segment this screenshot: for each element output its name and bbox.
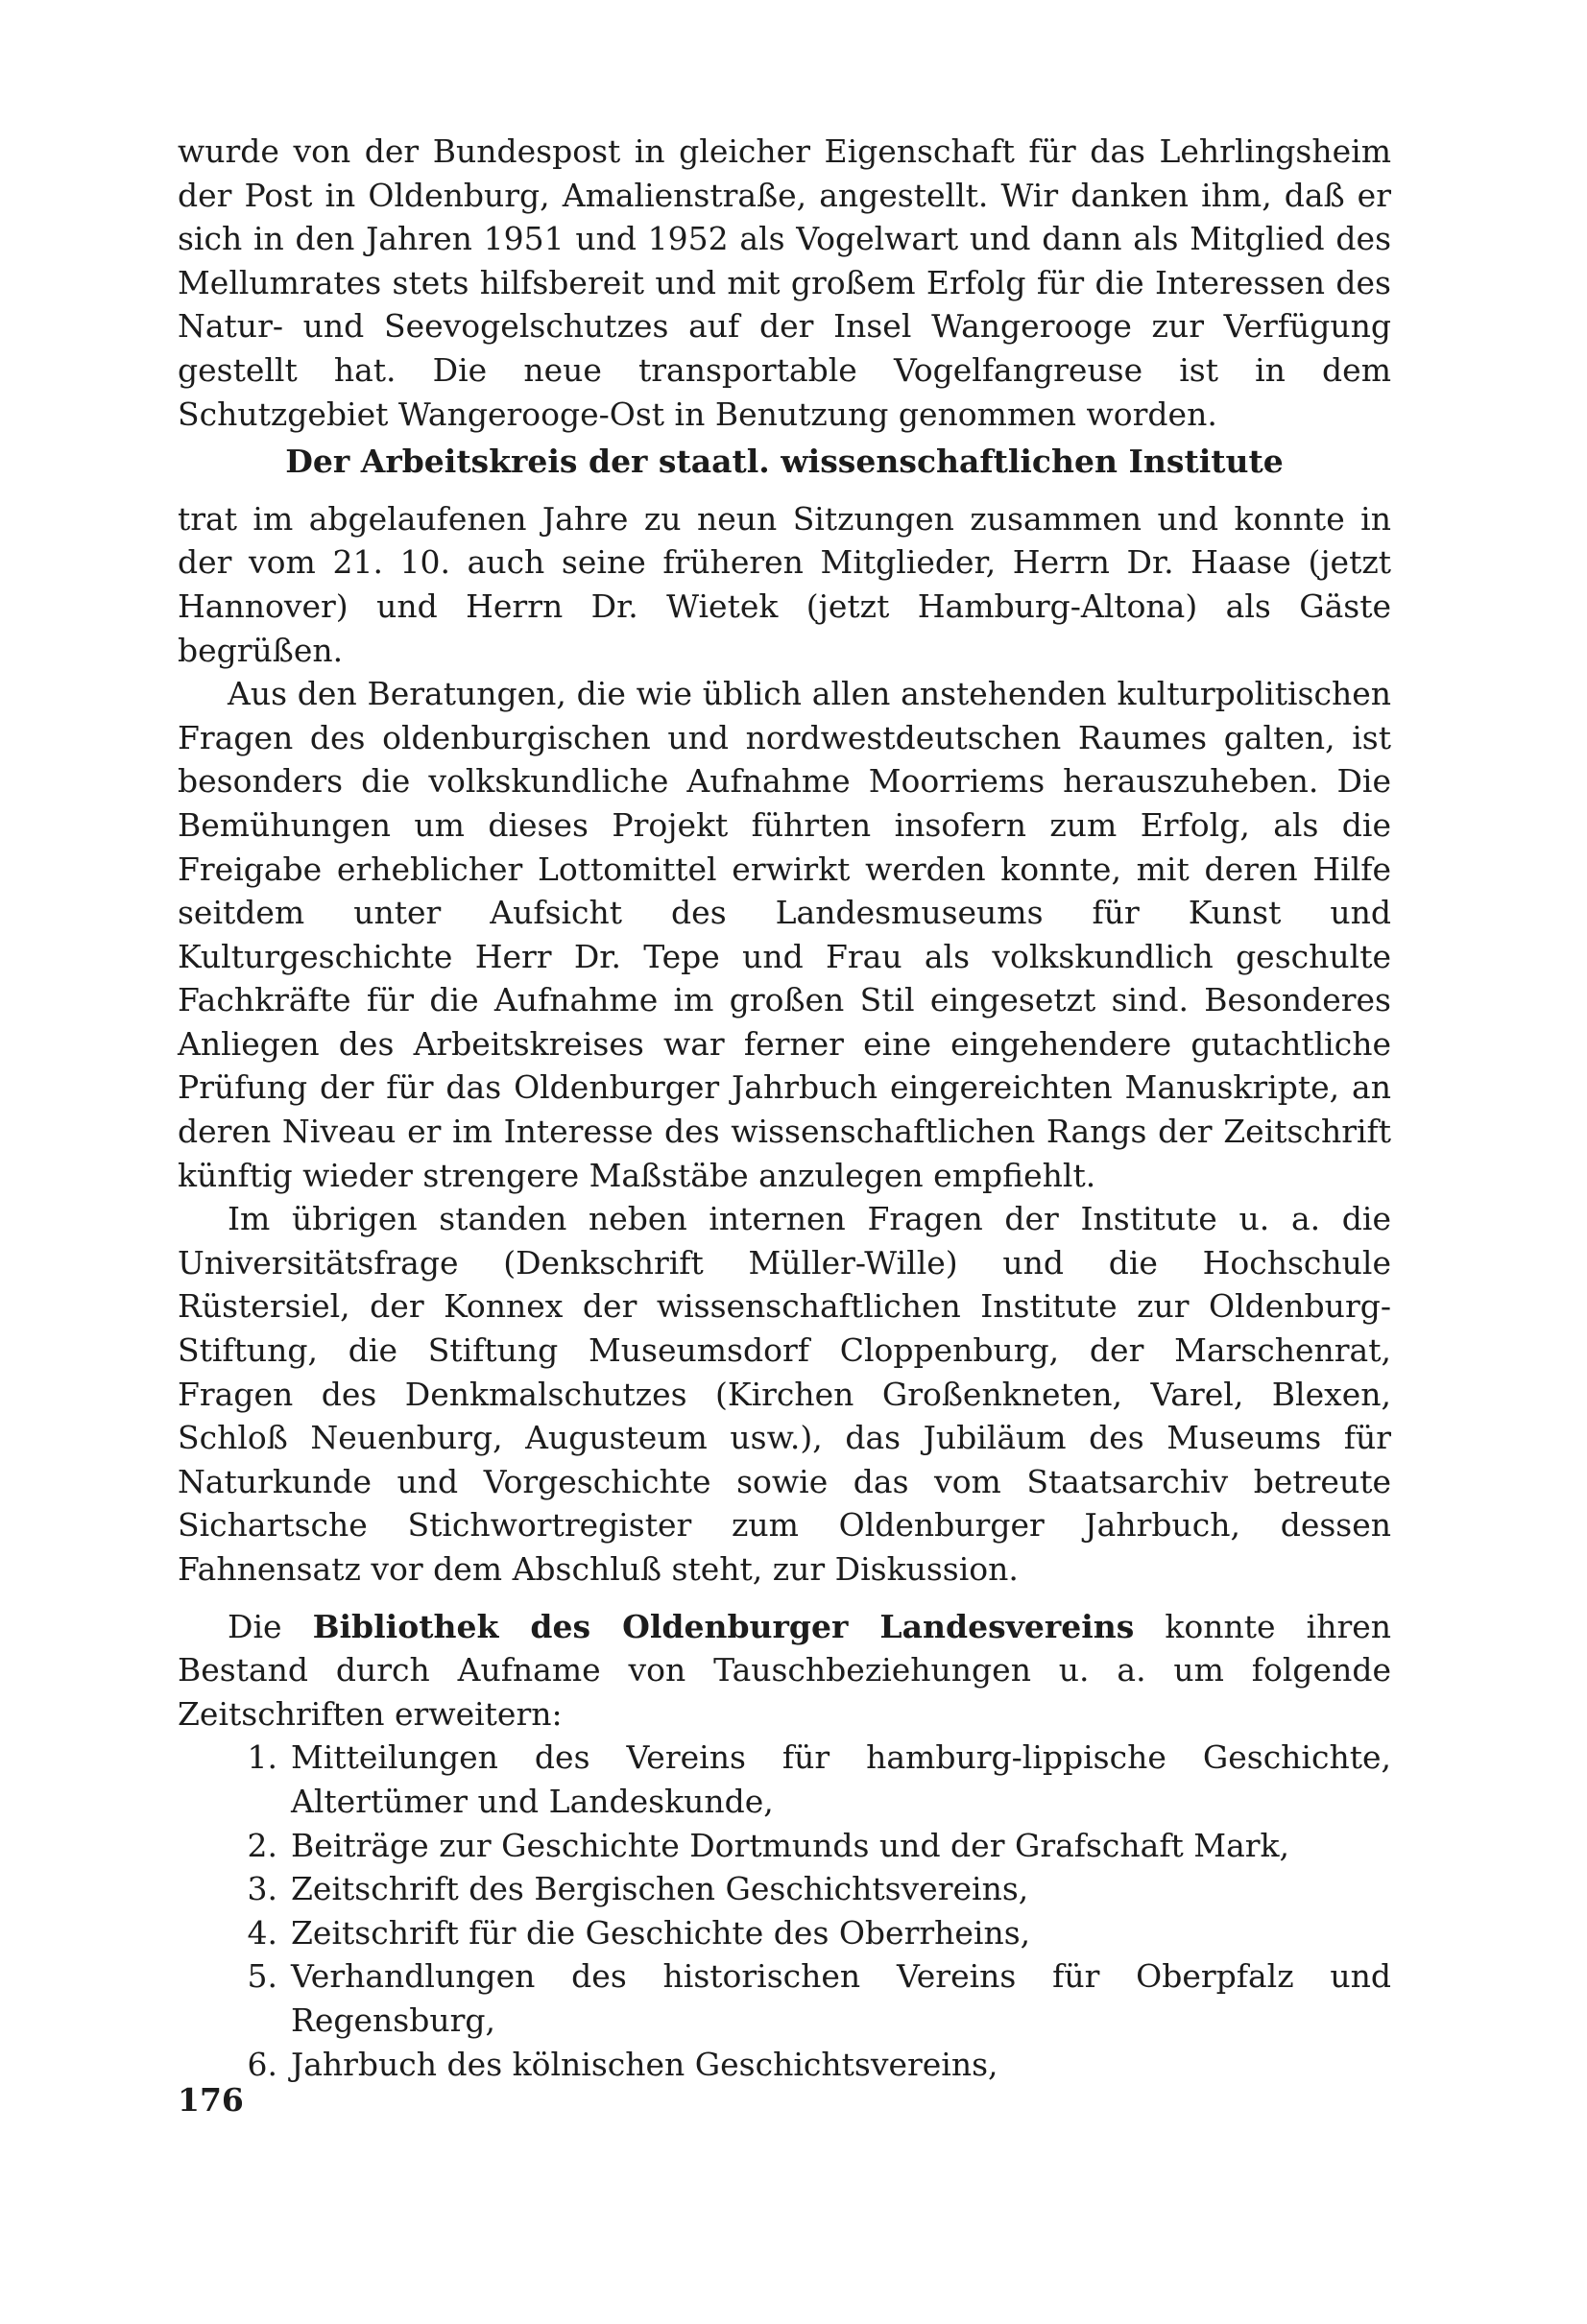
list-item-number: 2. xyxy=(247,1826,277,1864)
list-item xyxy=(178,1911,1391,1955)
list-item-text: Beiträge zur Geschichte Dortmunds und der Grafschaft Mark, xyxy=(291,1826,1290,1864)
paragraph-library-intro xyxy=(178,1605,1391,1737)
list-item-number: 4. xyxy=(247,1913,277,1952)
page-number: 176 xyxy=(178,2081,244,2119)
list-item-number: 3. xyxy=(247,1870,277,1908)
page-content xyxy=(178,130,1391,2086)
list-item-text: Mitteilungen des Vereins für hamburg-lippische Geschichte, Altertümer und Landeskunde, xyxy=(291,1738,1391,1820)
list-item-text: Verhandlungen des historischen Vereins für Oberpfalz und Regensburg, xyxy=(291,1957,1391,2039)
section-heading: Der Arbeitskreis der staatl. wissenschaftlichen Institute xyxy=(285,443,1284,481)
library-intro-after: konnte ihren Bestand durch Aufname von Tauschbeziehungen u. a. um folgende Zeitschriften erweitern: xyxy=(178,1607,1392,1733)
paragraph-other-topics: Im übrigen standen neben internen Fragen der Institute u. a. die Universitätsfrage (Denkschrift Müller-Wille) und die Hochschule Rüstersiel, der Konnex der wissenschaftlichen Institute zur Oldenburg-Stiftung, die Stiftung Museumsdorf Cloppenburg, der Marschenrat, Fragen des Denkmalschutzes (Kirchen Großenkneten, Varel, Blexen, Schloß Neuenburg, Augusteum usw.), das Jubiläum des Museums für Naturkunde und Vorgeschichte sowie das vom Staatsarchiv betreute Sichartsche Stichwortregister zum Oldenburger Jahrbuch, dessen Fahnensatz vor dem Abschluß steht, zur Diskussion. xyxy=(178,1200,1391,1588)
paragraph-deliberations: Aus den Beratungen, die wie üblich allen anstehenden kulturpolitischen Fragen des oldenburgischen und nordwestdeutschen Raumes galten, ist besonders die volkskundliche Aufnahme Moorriems herauszuheben. Die Bemühungen um dieses Projekt führten insofern zum Erfolg, als die Freigabe erheblicher Lottomittel erwirkt werden konnte, mit deren Hilfe seitdem unter Aufsicht des Landesmuseums für Kunst und Kulturgeschichte Herr Dr. Tepe und Frau als volkskundlich geschulte Fachkräfte für die Aufnahme im großen Stil eingesetzt sind. Besonderes Anliegen des Arbeitskreises war ferner eine eingehendere gutachtliche Prüfung der für das Oldenburger Jahrbuch eingereichten Manuskripte, an deren Niveau er im Interesse des wissenschaftlichen Rangs der Zeitschrift künftig wieder strengere Maßstäbe anzulegen empfiehlt. xyxy=(178,675,1391,1194)
list-item xyxy=(178,1736,1391,1823)
list-item-text: Zeitschrift des Bergischen Geschichtsvereins, xyxy=(291,1870,1029,1908)
list-item-number: 5. xyxy=(247,1957,277,1996)
paragraph-mellum-report: wurde von der Bundespost in gleicher Eigenschaft für das Lehrlingsheim der Post in Oldenburg, Amalienstraße, angestellt. Wir danken ihm, daß er sich in den Jahren 1951 und 1952 als Vogelwart und dann als Mitglied des Mellumrates stets hilfsbereit und mit großem Erfolg für die Interessen des Natur- und Seevogelschutzes auf der Insel Wangerooge zur Verfügung gestellt hat. Die neue transportable Vogelfangreuse ist in dem Schutzgebiet Wangerooge-Ost in Benutzung genommen worden. xyxy=(178,132,1391,433)
library-intro-before: Die xyxy=(228,1607,313,1645)
list-item xyxy=(178,1824,1391,1868)
library-intro-bold: Bibliothek des Oldenburger Landesvereins xyxy=(312,1607,1135,1645)
list-item-number: 6. xyxy=(247,2045,277,2083)
paragraph-sessions: trat im abgelaufenen Jahre zu neun Sitzungen zusammen und konnte in der vom 21. 10. auch seine früheren Mitglieder, Herrn Dr. Haase (jetzt Hannover) und Herrn Dr. Wietek (jetzt Hamburg-Altona) als Gäste begrüßen. xyxy=(178,499,1391,669)
list-item xyxy=(178,1954,1391,2042)
list-item-number: 1. xyxy=(247,1738,277,1777)
list-item-text: Zeitschrift für die Geschichte des Oberrheins, xyxy=(291,1913,1031,1952)
list-item-text: Jahrbuch des kölnischen Geschichtsvereins, xyxy=(291,2045,998,2083)
journal-list xyxy=(178,1736,1391,2086)
list-item xyxy=(178,2043,1391,2087)
list-item xyxy=(178,1867,1391,1911)
